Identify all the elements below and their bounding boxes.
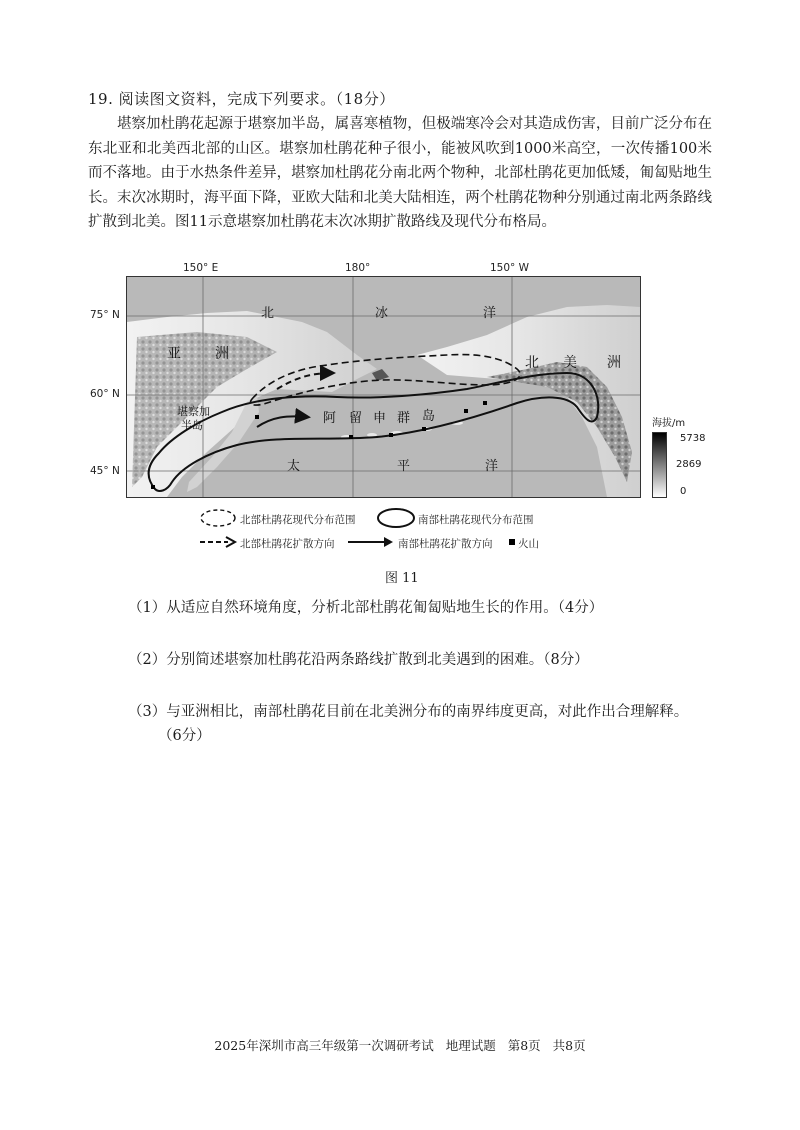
- map-label-pacific-1: 太: [287, 459, 301, 474]
- elevation-legend-title: 海拔/m: [652, 418, 686, 429]
- paragraph-text: 堪察加杜鹃花起源于堪察加半岛，属喜寒植物，但极端寒冷会对其造成伤害，目前广泛分布在东北亚和北美西北部的山区。堪察加杜鹃花种子很小，能被风吹到1000米高空，一次传播100米而不落地。由于水热条件差异，堪察加杜鹃花分南北两个物种，北部杜鹃花更加低矮，匍匐贴地生长。末次冰期时，海平面下降，亚欧大陆和北美大陆相连，两个杜鹃花物种分别通过南北两条路线扩散到北美。图11示意堪察加杜鹃花末次冰期扩散路线及现代分布格局。: [88, 116, 712, 230]
- map-label-kamchatka-1: 堪察加: [177, 405, 210, 418]
- subquestion-1: （1）从适应自然环境角度，分析北部杜鹃花匍匐贴地生长的作用。（4分）: [128, 600, 604, 616]
- map-label-na-3: 洲: [607, 355, 621, 371]
- lat-label-60n: 60° N: [90, 388, 120, 400]
- map-label-asia-2: 洲: [215, 346, 229, 362]
- map-label-arctic-3: 洋: [483, 306, 497, 321]
- question-paragraph: [88, 112, 712, 235]
- question-title: [88, 88, 395, 109]
- elevation-colorbar: [652, 432, 667, 498]
- lon-label-180: 180°: [345, 262, 371, 274]
- map-label-arctic-2: 冰: [375, 306, 389, 321]
- legend-south-dir-label: 南部杜鹃花扩散方向: [398, 538, 493, 550]
- legend-south-range-symbol: [376, 506, 416, 530]
- page-footer: [0, 1036, 800, 1054]
- map-label-kamchatka-2: 半岛: [181, 419, 203, 432]
- elevation-min: 0: [680, 486, 687, 497]
- lon-label-150e: 150° E: [183, 262, 219, 274]
- map-label-pacific-2: 平: [397, 459, 411, 474]
- legend-south-dir-symbol: [346, 535, 396, 549]
- map-figure: [126, 276, 641, 498]
- question-number: 19.: [88, 90, 114, 108]
- footer-exam: 2025年深圳市高三年级第一次调研考试: [214, 1038, 434, 1053]
- legend-volcano-label: 火山: [518, 538, 539, 550]
- map-label-asia-1: 亚: [167, 346, 181, 362]
- lat-label-75n: 75° N: [90, 309, 120, 321]
- figure-caption: 图 11: [385, 571, 419, 586]
- legend-south-range-label: 南部杜鹃花现代分布范围: [418, 514, 534, 526]
- subquestion-3: （3）与亚洲相比，南部杜鹃花目前在北美洲分布的南界纬度更高，对此作出合理解释。: [128, 704, 689, 720]
- subquestion-2: （2）分别简述堪察加杜鹃花沿两条路线扩散到北美遇到的困难。（8分）: [128, 652, 589, 668]
- elevation-mid: 2869: [676, 459, 702, 470]
- map-label-na-1: 北: [525, 355, 539, 371]
- map-label-pacific-3: 洋: [485, 459, 499, 474]
- map-label-aleut-3: 申: [373, 411, 387, 426]
- footer-page: 第8页: [507, 1038, 541, 1053]
- map-label-arctic-1: 北: [261, 306, 275, 321]
- lat-label-45n: 45° N: [90, 465, 120, 477]
- map-label-na-2: 美: [563, 355, 577, 371]
- map-label-aleut-1: 阿: [323, 411, 337, 426]
- footer-subject: 地理试题: [445, 1038, 496, 1053]
- subquestion-3-score: （6分）: [158, 728, 211, 744]
- legend-north-dir-label: 北部杜鹃花扩散方向: [240, 538, 335, 550]
- elevation-max: 5738: [680, 433, 706, 444]
- question-heading: 阅读图文资料，完成下列要求。（18分）: [118, 90, 395, 108]
- map-label-aleut-5: 岛: [422, 409, 436, 424]
- lon-label-150w: 150° W: [490, 262, 530, 274]
- legend-north-range-label: 北部杜鹃花现代分布范围: [240, 514, 356, 526]
- legend-north-range-symbol: [198, 507, 238, 529]
- legend-north-dir-symbol: [198, 535, 238, 549]
- map-label-aleut-4: 群: [397, 411, 411, 426]
- map-label-aleut-2: 留: [349, 411, 363, 426]
- legend-volcano-symbol: [508, 538, 516, 546]
- footer-total: 共8页: [552, 1038, 586, 1053]
- south-dispersal-arrow: [257, 416, 307, 427]
